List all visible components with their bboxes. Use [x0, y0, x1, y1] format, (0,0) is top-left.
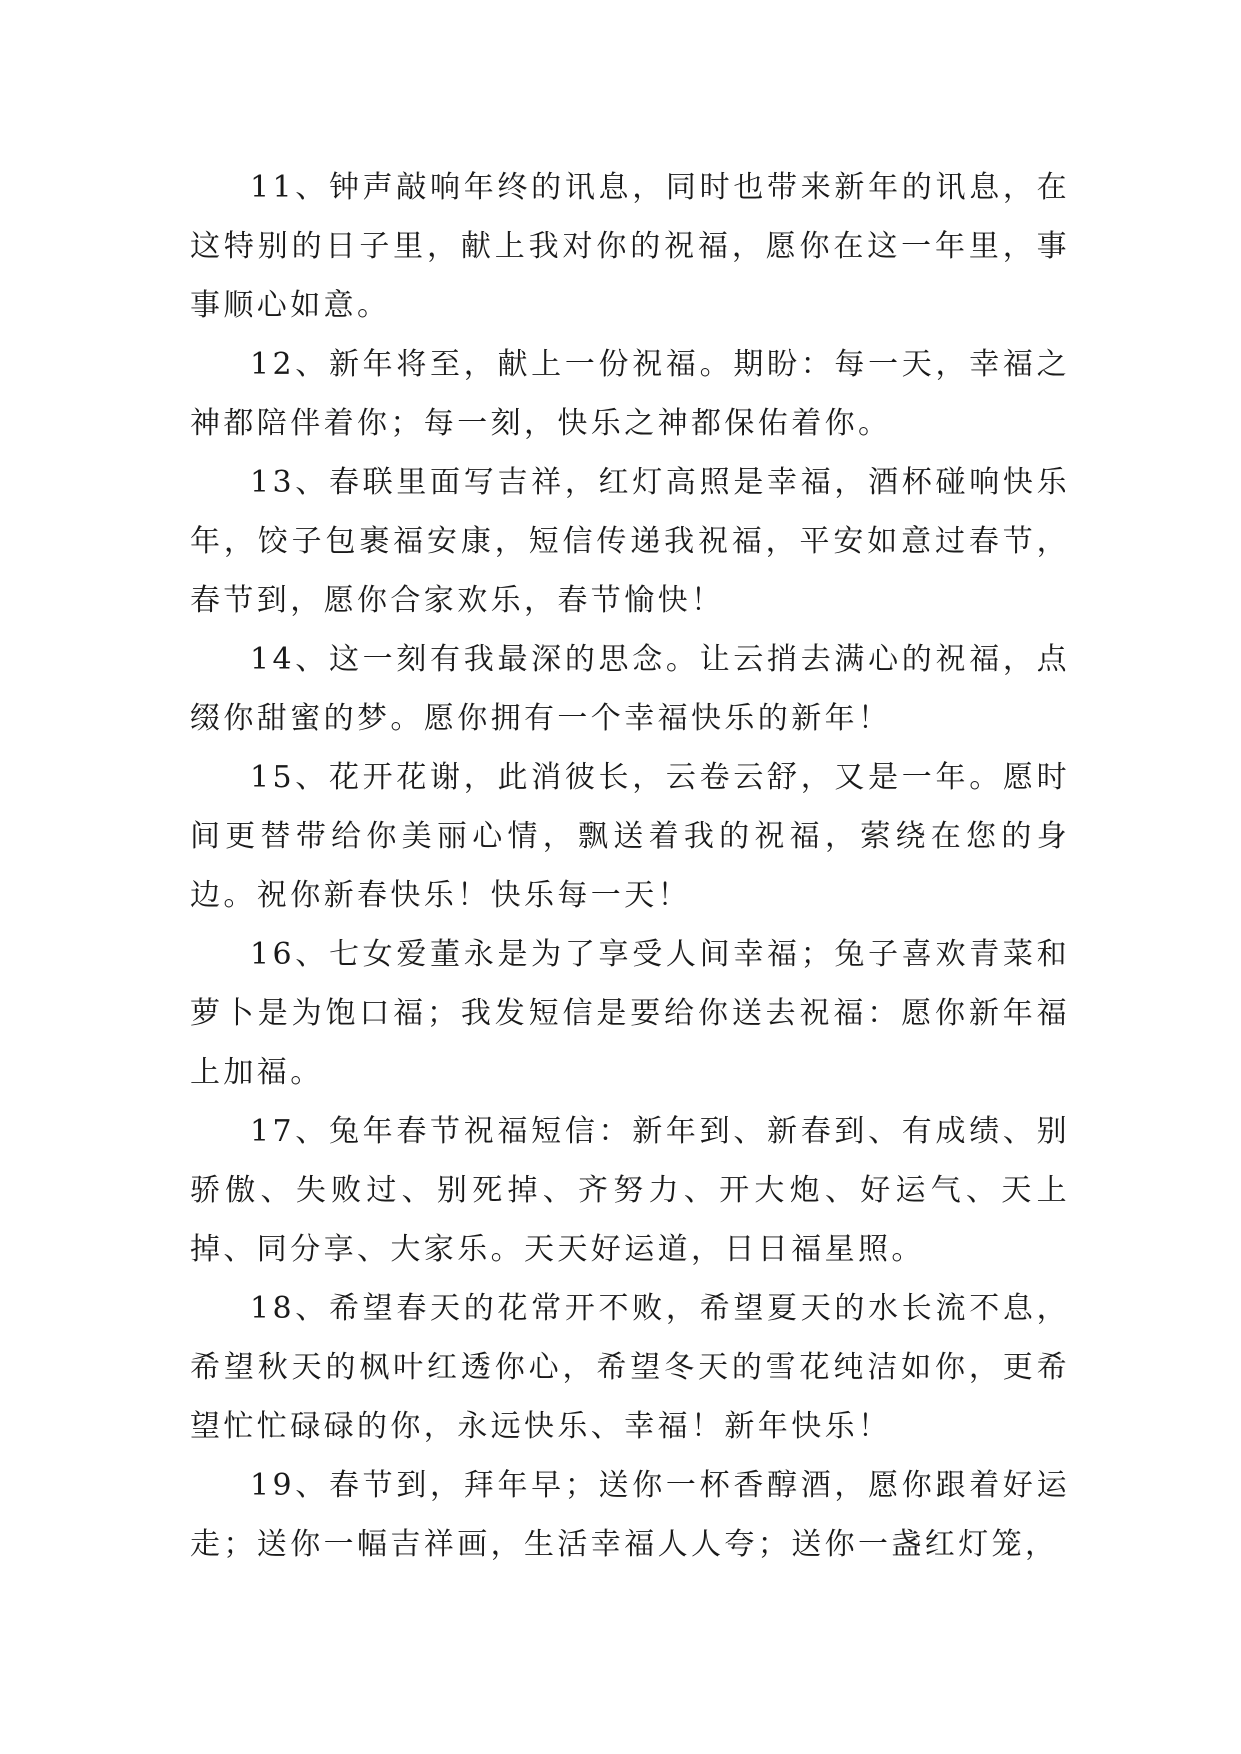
paragraph-18: 18、希望春天的花常开不败，希望夏天的水长流不息，希望秋天的枫叶红透你心，希望冬天的雪花纯洁如你，更希望忙忙碌碌的你，永远快乐、幸福！新年快乐！: [190, 1291, 1070, 1444]
document-body: [190, 158, 1070, 1574]
paragraph-15: 15、花开花谢，此消彼长，云卷云舒，又是一年。愿时间更替带给你美丽心情，飘送着我的祝福，萦绕在您的身边。祝你新春快乐！快乐每一天！: [190, 760, 1070, 913]
paragraph-19: 19、春节到，拜年早；送你一杯香醇酒，愿你跟着好运走；送你一幅吉祥画，生活幸福人人夸；送你一盏红灯笼，: [190, 1468, 1070, 1562]
paragraph-11: 11、钟声敲响年终的讯息，同时也带来新年的讯息，在这特别的日子里，献上我对你的祝福，愿你在这一年里，事事顺心如意。: [190, 170, 1070, 323]
paragraph-14: 14、这一刻有我最深的思念。让云捎去满心的祝福，点缀你甜蜜的梦。愿你拥有一个幸福快乐的新年！: [190, 642, 1070, 736]
paragraph-17: 17、兔年春节祝福短信：新年到、新春到、有成绩、别骄傲、失败过、别死掉、齐努力、开大炮、好运气、天上掉、同分享、大家乐。天天好运道，日日福星照。: [190, 1114, 1070, 1267]
paragraph-16: 16、七女爱董永是为了享受人间幸福；兔子喜欢青菜和萝卜是为饱口福；我发短信是要给你送去祝福：愿你新年福上加福。: [190, 937, 1070, 1090]
paragraph-13: 13、春联里面写吉祥，红灯高照是幸福，酒杯碰响快乐年，饺子包裹福安康，短信传递我祝福，平安如意过春节，春节到，愿你合家欢乐，春节愉快！: [190, 465, 1070, 618]
paragraph-12: 12、新年将至，献上一份祝福。期盼：每一天，幸福之神都陪伴着你；每一刻，快乐之神都保佑着你。: [190, 347, 1070, 441]
